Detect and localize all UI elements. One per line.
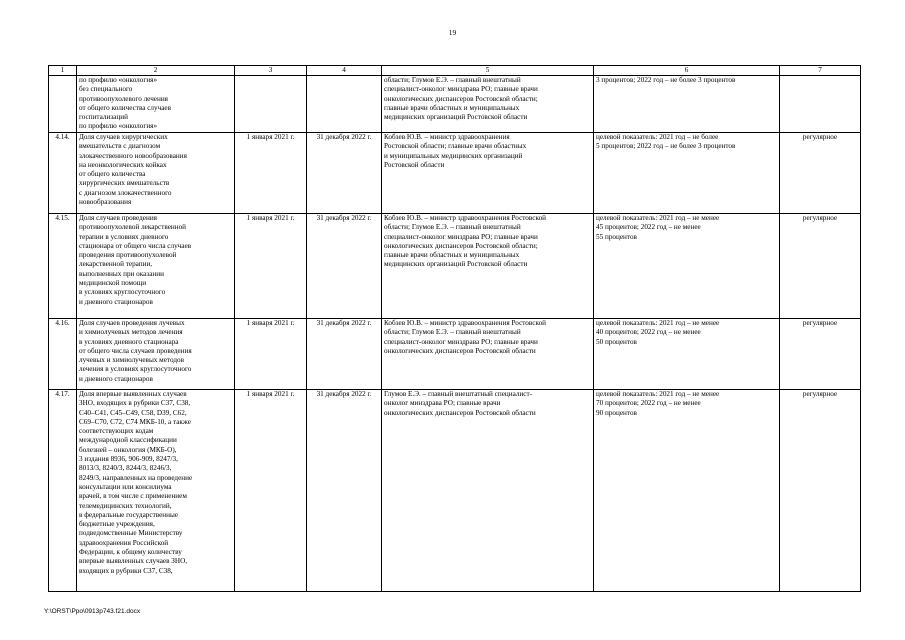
row-number: 4.14. (49, 133, 77, 214)
indicator-name-line: бюджетные учреждения, (79, 520, 155, 529)
indicator-name-line: от общего количества случаев (79, 103, 171, 112)
column-number: 7 (780, 66, 861, 76)
indicator-name-line: в федеральные государственные (79, 510, 178, 519)
indicator-name-line: госпитализаций (79, 113, 128, 122)
target-result (594, 214, 780, 319)
column-number: 3 (235, 66, 307, 76)
responsible-persons-line: Ростовской области (384, 160, 445, 169)
target-result-line: 55 процентов (596, 232, 637, 241)
target-result-line: 40 процентов; 2022 год – не менее (596, 328, 701, 337)
responsible-persons-line: области; Глумов Е.Э. – главный внештатный (384, 223, 521, 232)
indicator-name-line: лечения в условиях круглосуточного (79, 365, 192, 374)
measure-type: регулярное (780, 214, 861, 319)
start-date: 1 января 2021 г. (235, 390, 307, 592)
indicator-name-line: соответствующих кодам (79, 427, 154, 436)
responsible-persons-line: онкологических диспансеров Ростовской области; (384, 241, 538, 250)
end-date: 31 декабря 2022 г. (307, 319, 382, 390)
target-result-line: целевой показатель: 2021 год – не менее (596, 319, 720, 327)
indicator-name-line: ЗНО, входящих в рубрики С37, С38, (79, 399, 191, 408)
responsible-persons-line: Ростовской области; главные врачи областных (384, 142, 527, 151)
target-result-line: целевой показатель: 2021 год – не менее (596, 390, 720, 398)
indicator-name (77, 214, 235, 319)
indicator-name-line: проведения противоопухолевой (79, 251, 177, 260)
indicator-name-line: Доля случаев проведения (79, 214, 157, 222)
indicator-name-line: новообразования (79, 198, 132, 207)
indicator-name-line: вмешательств с диагнозом (79, 142, 161, 151)
responsible-persons-line: специалист-онколог минздрава РО; главные врачи (384, 85, 538, 94)
column-number: 5 (382, 66, 594, 76)
indicator-name-line: медицинской помощи (79, 279, 147, 288)
start-date: 1 января 2021 г. (235, 319, 307, 390)
responsible-persons-line: медицинских организаций Ростовской области (384, 113, 528, 122)
indicator-name-line: противоопухолевого лечения (79, 94, 168, 103)
target-result (594, 76, 780, 133)
indicator-name-line: входящих в рубрики С37, С38, (79, 566, 173, 575)
start-date (235, 76, 307, 133)
responsible-persons-line: главные врачи областных и муниципальных (384, 251, 520, 260)
indicator-name-line: Доля случаев проведения лучевых (79, 319, 185, 327)
target-result-line: 45 процентов; 2022 год – не менее (596, 223, 701, 232)
row-number: 4.15. (49, 214, 77, 319)
start-date: 1 января 2021 г. (235, 133, 307, 214)
indicator-name-line: противоопухолевой лекарственной (79, 223, 187, 232)
indicator-name-line: Доля случаев хирургических (79, 133, 168, 141)
table-row (49, 390, 861, 592)
indicator-name-line: 3 издания 8936, 906-909, 8247/3, (79, 455, 178, 464)
indicator-name-line: 8249/3, направленных на проведение (79, 473, 193, 482)
responsible-persons-line: специалист-онколог минздрава РО; главные врачи (384, 232, 538, 241)
responsible-persons-line: Кобзев Ю.В. – министр здравоохранения (384, 133, 510, 141)
column-number-row (49, 66, 861, 76)
target-result-line: 90 процентов (596, 408, 637, 417)
indicator-name (77, 319, 235, 390)
indicator-name-line: лекарственной терапии, (79, 260, 153, 269)
measures-table (48, 65, 861, 592)
indicator-name-line: Доля впервые выявленных случаев (79, 390, 187, 398)
indicator-name-line: в условиях дневного стационара (79, 337, 179, 346)
target-result (594, 319, 780, 390)
row-number (49, 76, 77, 133)
indicator-name-line: и химиолучевых методов лечения (79, 328, 183, 337)
measure-type (780, 76, 861, 133)
indicator-name-line: терапии в условиях дневного (79, 232, 169, 241)
responsible-persons-line: специалист-онколог минздрава РО; главные врачи (384, 337, 538, 346)
indicator-name (77, 133, 235, 214)
responsible-persons-line: онкологических диспансеров Ростовской области (384, 408, 536, 417)
responsible-persons-line: главные врачи областных и муниципальных (384, 103, 520, 112)
indicator-name-line: врачей, в том числе с применением (79, 492, 187, 501)
responsible-persons-line: онкологических диспансеров Ростовской области (384, 346, 536, 355)
indicator-name-line: от общего количества (79, 170, 146, 179)
indicator-name-line: лучевых и химиолучевых методов (79, 356, 184, 365)
indicator-name (77, 390, 235, 592)
responsible-persons (382, 76, 594, 133)
indicator-name-line: с диагнозом злокачественного (79, 188, 172, 197)
indicator-name-line: злокачественного новообразования (79, 151, 187, 160)
file-path-footer: Y:\ORST\Ppo\0913p743.f21.docx (44, 608, 141, 615)
indicator-name-line: по профилю «онкология» (79, 122, 158, 131)
responsible-persons-line: медицинских организаций Ростовской области (384, 260, 528, 269)
indicator-name-line: С69–С70, С72, С74 МКБ-10, а также (79, 417, 191, 426)
responsible-persons-line: и муниципальных медицинских организаций (384, 151, 523, 160)
column-number: 2 (77, 66, 235, 76)
target-result-line: 70 процентов; 2022 год – не менее (596, 399, 701, 408)
table-row (49, 76, 861, 133)
indicator-name-line: от общего числа случаев проведения (79, 346, 192, 355)
indicator-name-line: без специального (79, 85, 133, 94)
responsible-persons-line: Кобзев Ю.В. – министр здравоохранения Ростовской (384, 214, 547, 222)
end-date: 31 декабря 2022 г. (307, 133, 382, 214)
target-result-line: 50 процентов (596, 337, 637, 346)
indicator-name (77, 76, 235, 133)
indicator-name-line: стационара от общего числа случаев (79, 241, 192, 250)
responsible-persons-line: онколог минздрава РО; главные врачи (384, 399, 501, 408)
indicator-name-line: болезней – онкология (МКБ-О), (79, 445, 177, 454)
indicator-name-line: консультации или консилиума (79, 482, 172, 491)
responsible-persons-line: области; Глумов Е.Э. – главный внештатный (384, 328, 521, 337)
indicator-name-line: в условиях круглосуточного (79, 288, 166, 297)
page-number: 19 (448, 28, 457, 37)
responsible-persons-line: онкологических диспансеров Ростовской области; (384, 94, 538, 103)
responsible-persons (382, 319, 594, 390)
indicator-name-line: и дневного стационаров (79, 297, 153, 306)
responsible-persons (382, 390, 594, 592)
responsible-persons-line: Кобзев Ю.В. – министр здравоохранения Ростовской (384, 319, 547, 327)
responsible-persons-line: Глумов Е.Э. – главный внештатный специалист- (384, 390, 533, 398)
indicator-name-line: подведомственные Министерству (79, 529, 183, 538)
target-result-line: 3 процентов; 2022 год – не более 3 процентов (596, 76, 736, 84)
target-result (594, 390, 780, 592)
responsible-persons-line: области; Глумов Е.Э. – главный внештатный (384, 76, 521, 84)
column-number: 6 (594, 66, 780, 76)
measure-type: регулярное (780, 390, 861, 592)
table-row (49, 214, 861, 319)
end-date (307, 76, 382, 133)
indicator-name-line: хирургических вмешательств (79, 179, 170, 188)
measure-type: регулярное (780, 133, 861, 214)
responsible-persons (382, 214, 594, 319)
indicator-name-line: впервые выявленных случаев ЗНО, (79, 557, 188, 566)
row-number: 4.17. (49, 390, 77, 592)
target-result-line: 5 процентов; 2022 год – не более 3 процентов (596, 142, 736, 151)
target-result (594, 133, 780, 214)
indicator-name-line: 8013/3, 8240/3, 8244/3, 8246/3, (79, 464, 172, 473)
indicator-name-line: международной классификации (79, 436, 177, 445)
end-date: 31 декабря 2022 г. (307, 390, 382, 592)
target-result-line: целевой показатель: 2021 год – не менее (596, 214, 720, 222)
indicator-name-line: и дневного стационаров (79, 374, 153, 383)
indicator-name-line: на неонкологических койках (79, 160, 167, 169)
indicator-name-line: по профилю «онкология» (79, 76, 158, 84)
start-date: 1 января 2021 г. (235, 214, 307, 319)
indicator-name-line: С40–С41, С45–С49, С58, D39, С62, (79, 408, 187, 417)
responsible-persons (382, 133, 594, 214)
indicator-name-line: выполненных при оказании (79, 269, 164, 278)
table-row (49, 319, 861, 390)
indicator-name-line: Федерации, к общему количеству (79, 548, 182, 557)
end-date: 31 декабря 2022 г. (307, 214, 382, 319)
measure-type: регулярное (780, 319, 861, 390)
indicator-name-line: телемедицинских технологий, (79, 501, 172, 510)
target-result-line: целевой показатель: 2021 год – не более (596, 133, 719, 141)
column-number: 1 (49, 66, 77, 76)
row-number: 4.16. (49, 319, 77, 390)
column-number: 4 (307, 66, 382, 76)
table-row (49, 133, 861, 214)
indicator-name-line: здравоохранения Российской (79, 538, 169, 547)
